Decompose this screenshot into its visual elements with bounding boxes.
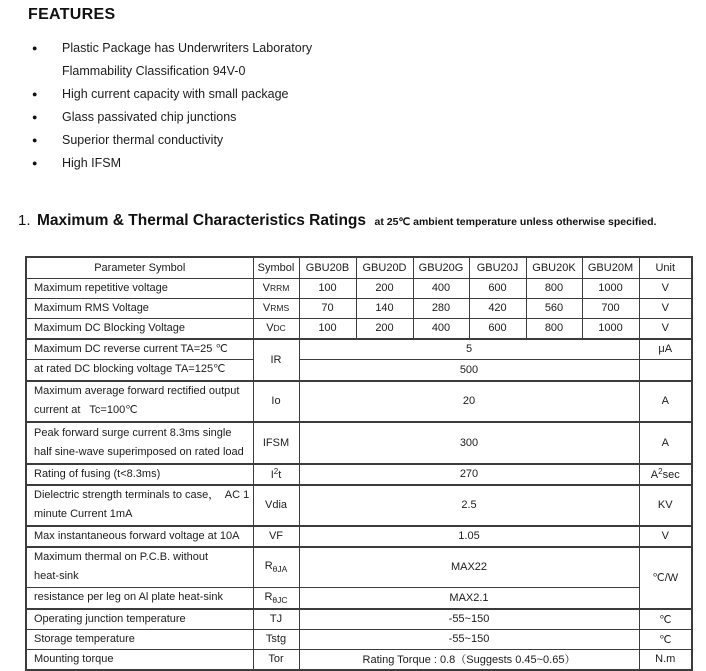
header-cell: GBU20B: [299, 257, 356, 278]
header-cell: GBU20J: [469, 257, 526, 278]
param-cell: Maximum RMS Voltage: [26, 298, 253, 318]
unit-cell: ℃: [639, 609, 692, 630]
table-row: [26, 649, 692, 670]
value-cell: 420: [469, 298, 526, 318]
table-row: [26, 422, 692, 464]
bullet-icon: ●: [32, 112, 38, 122]
bullet-icon: ●: [32, 43, 38, 53]
table-row: [26, 339, 692, 360]
param-cell: Max instantaneous forward voltage at 10A: [26, 526, 253, 547]
value-cell: Rating Torque : 0.8（Suggests 0.45~0.65）: [299, 649, 639, 670]
value-cell: 200: [356, 318, 413, 339]
table-header-row: [26, 257, 692, 278]
unit-cell: V: [639, 526, 692, 547]
value-cell: MAX2.1: [299, 588, 639, 609]
symbol-cell: VRMS: [253, 298, 299, 318]
feature-item: [28, 37, 312, 83]
ratings-table: [25, 256, 693, 671]
symbol-cell: $R_{\theta JA}$: [253, 547, 299, 588]
value-cell: 800: [526, 318, 582, 339]
value-cell: 20: [299, 381, 639, 422]
symbol-cell: $I^2t$: [253, 464, 299, 485]
unit-cell: KV: [639, 485, 692, 526]
table-row: [26, 360, 692, 381]
value-cell: 100: [299, 278, 356, 298]
unit-cell: ℃/W: [639, 547, 692, 609]
section-number: 1.: [18, 212, 31, 229]
symbol-cell: IFSM: [253, 422, 299, 464]
value-cell: 270: [299, 464, 639, 485]
header-cell: GBU20K: [526, 257, 582, 278]
bullet-icon: ●: [32, 158, 38, 168]
value-cell: 800: [526, 278, 582, 298]
section-title: Maximum & Thermal Characteristics Ratings: [36, 212, 367, 229]
symbol-cell: Tstg: [253, 629, 299, 649]
header-cell: GBU20M: [582, 257, 639, 278]
features-title: FEATURES: [28, 6, 116, 23]
table-row: [26, 526, 692, 547]
symbol-cell: VDC: [253, 318, 299, 339]
bullet-icon: ●: [32, 89, 38, 99]
value-cell: 700: [582, 298, 639, 318]
table-row: [26, 609, 692, 630]
param-cell: Dielectric strength terminals to case， AC 1 minute Current 1mA: [26, 485, 253, 526]
table-row: [26, 588, 692, 609]
unit-cell: $A^2\sec$: [639, 464, 692, 485]
unit-cell: [639, 360, 692, 381]
unit-cell: μA: [639, 339, 692, 360]
value-cell: 1000: [582, 318, 639, 339]
value-cell: 200: [356, 278, 413, 298]
param-cell: Storage temperature: [26, 629, 253, 649]
symbol-cell: $R_{\theta JC}$: [253, 588, 299, 609]
table-row: [26, 298, 692, 318]
header-cell: GBU20D: [356, 257, 413, 278]
symbol-cell: Io: [253, 381, 299, 422]
param-cell: Maximum repetitive voltage: [26, 278, 253, 298]
header-cell: Symbol: [253, 257, 299, 278]
value-cell: 2.5: [299, 485, 639, 526]
symbol-cell: IR: [253, 339, 299, 381]
param-cell: Maximum average forward rectified output current at Tc=100℃: [26, 381, 253, 422]
unit-cell: A: [639, 381, 692, 422]
unit-cell: ℃: [639, 629, 692, 649]
value-cell: 500: [299, 360, 639, 381]
value-cell: 300: [299, 422, 639, 464]
header-cell: Parameter Symbol: [26, 257, 253, 278]
feature-line: High IFSM: [62, 156, 122, 170]
feature-item: [28, 129, 312, 152]
param-cell: Mounting torque: [26, 649, 253, 670]
value-cell: 1000: [582, 278, 639, 298]
table-row: [26, 278, 692, 298]
param-cell: at rated DC blocking voltage TA=125℃: [26, 360, 253, 381]
value-cell: MAX22: [299, 547, 639, 588]
value-cell: 400: [413, 278, 469, 298]
section-subtitle: at 25℃ ambient temperature unless otherwise specified.: [374, 216, 657, 228]
header-cell: Unit: [639, 257, 692, 278]
param-cell: Operating junction temperature: [26, 609, 253, 630]
section-heading: [18, 212, 656, 230]
feature-item: [28, 106, 312, 129]
feature-line: Plastic Package has Underwriters Laboratory: [62, 41, 313, 55]
table-row: [26, 629, 692, 649]
feature-line: Superior thermal conductivity: [62, 133, 224, 147]
value-cell: 1.05: [299, 526, 639, 547]
features-section: [28, 6, 312, 175]
feature-line: Flammability Classification 94V-0: [62, 64, 246, 78]
param-cell: Rating of fusing (t<8.3ms): [26, 464, 253, 485]
feature-item: [28, 83, 312, 106]
table-row: [26, 547, 692, 588]
unit-cell: V: [639, 318, 692, 339]
table-row: [26, 485, 692, 526]
value-cell: 5: [299, 339, 639, 360]
value-cell: 400: [413, 318, 469, 339]
symbol-cell: VF: [253, 526, 299, 547]
unit-cell: V: [639, 278, 692, 298]
value-cell: 600: [469, 278, 526, 298]
symbol-cell: TJ: [253, 609, 299, 630]
param-cell: resistance per leg on Al plate heat-sink: [26, 588, 253, 609]
symbol-cell: Tor: [253, 649, 299, 670]
value-cell: 70: [299, 298, 356, 318]
value-cell: 560: [526, 298, 582, 318]
value-cell: -55~150: [299, 609, 639, 630]
value-cell: -55~150: [299, 629, 639, 649]
symbol-cell: VRRM: [253, 278, 299, 298]
unit-cell: N.m: [639, 649, 692, 670]
value-cell: 280: [413, 298, 469, 318]
value-cell: 140: [356, 298, 413, 318]
feature-line: Glass passivated chip junctions: [62, 110, 237, 124]
unit-cell: A: [639, 422, 692, 464]
param-cell: Maximum thermal on P.C.B. without heat-sink: [26, 547, 253, 588]
value-cell: 600: [469, 318, 526, 339]
feature-line: High current capacity with small package: [62, 87, 289, 101]
unit-cell: V: [639, 298, 692, 318]
table-row: [26, 381, 692, 422]
param-cell: Maximum DC Blocking Voltage: [26, 318, 253, 339]
value-cell: 100: [299, 318, 356, 339]
feature-item: [28, 152, 312, 175]
bullet-icon: ●: [32, 135, 38, 145]
param-cell: Peak forward surge current 8.3ms single half sine-wave superimposed on rated load: [26, 422, 253, 464]
table-row: [26, 464, 692, 485]
symbol-cell: Vdia: [253, 485, 299, 526]
param-cell: Maximum DC reverse current TA=25 ℃: [26, 339, 253, 360]
table-row: [26, 318, 692, 339]
header-cell: GBU20G: [413, 257, 469, 278]
